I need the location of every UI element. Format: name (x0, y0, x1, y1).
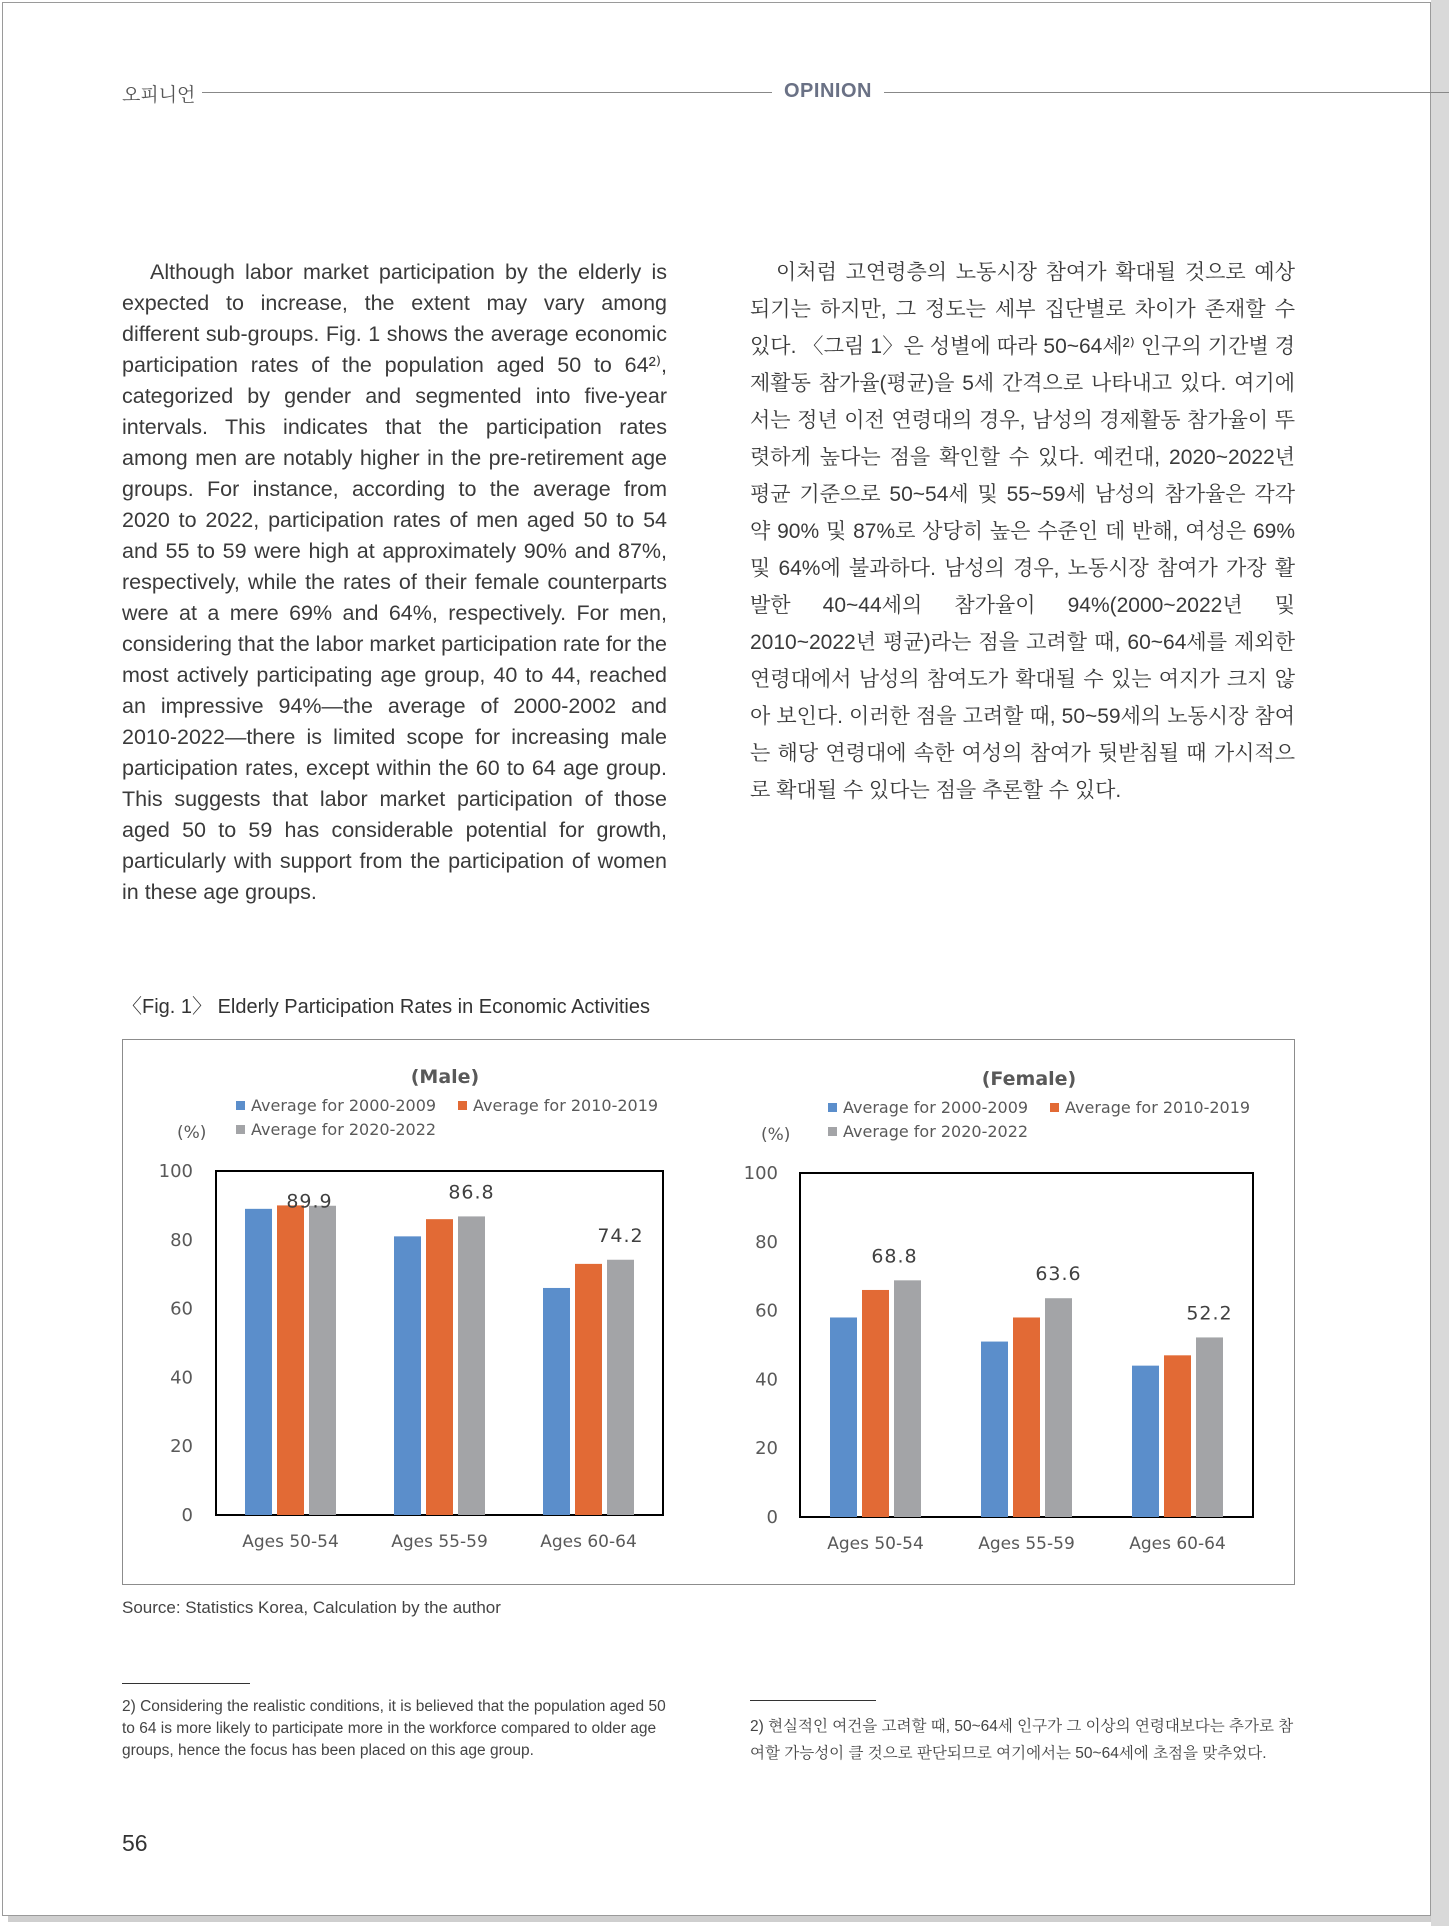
y-tick-label: 60 (170, 1298, 193, 1320)
x-tick-label: Ages 55-59 (391, 1532, 488, 1552)
page-header (122, 78, 1449, 108)
legend-swatch (236, 1101, 245, 1110)
data-label: 74.2 (597, 1224, 644, 1247)
bar (245, 1209, 272, 1515)
bar (1132, 1366, 1159, 1517)
x-tick-label: Ages 50-54 (242, 1532, 339, 1552)
section-label-ko: 오피니언 (122, 85, 196, 106)
y-tick-label: 40 (170, 1367, 193, 1389)
header-rule (884, 92, 1449, 93)
y-axis-unit: (%) (177, 1123, 207, 1143)
section-label-en: OPINION (784, 80, 872, 102)
bar (894, 1280, 921, 1517)
bar (277, 1205, 304, 1515)
legend-label: Average for 2010-2019 (473, 1096, 659, 1115)
data-label: 63.6 (1035, 1263, 1082, 1286)
bar (458, 1216, 485, 1515)
bar (426, 1219, 453, 1515)
bar (309, 1206, 336, 1515)
legend-swatch (458, 1101, 467, 1110)
bar (1164, 1355, 1191, 1517)
legend-label: Average for 2000-2009 (843, 1098, 1029, 1117)
legend-label: Average for 2020-2022 (251, 1120, 437, 1139)
bar (862, 1290, 889, 1517)
figure-box (122, 1039, 1295, 1585)
y-tick-label: 80 (170, 1229, 193, 1251)
bar-charts (123, 1040, 1294, 1584)
y-tick-label: 20 (755, 1438, 778, 1460)
bar (981, 1342, 1008, 1517)
bar (575, 1264, 602, 1515)
x-tick-label: Ages 60-64 (540, 1532, 637, 1552)
body-text-english: Although labor market participation by the elderly is expected to increase, the extent may vary among different sub-groups. Fig. 1 shows the average economic participation rates of the population aged 50 to 64²⁾, categorized by gender and segmented into five-year intervals. This indicates that the participation rates among men are notably higher in the pre-retirement age groups. For instance, according to the average from 2020 to 2022, participation rates of men aged 50 to 54 and 55 to 59 were high at approximately 90% and 87%, respectively, while the rates of their female counterparts were at a mere 69% and 64%, respectively. For men, considering that the labor market participation rate for the most actively participating age group, 40 to 44, reached an impressive 94%—the average of 2000-2002 and 2010-2022—there is limited scope for increasing male participation rates, except within the 60 to 64 age group. This suggests that labor market participation of those aged 50 to 59 has considerable potential for growth, particularly with support from the participation of women in these age groups. (122, 260, 667, 904)
bar (830, 1317, 857, 1517)
legend-swatch (828, 1127, 837, 1136)
y-tick-label: 100 (158, 1161, 193, 1182)
legend-swatch (236, 1125, 245, 1134)
y-tick-label: 100 (743, 1163, 778, 1184)
y-tick-label: 0 (766, 1507, 778, 1528)
y-axis-unit: (%) (761, 1125, 791, 1145)
legend-label: Average for 2000-2009 (251, 1096, 437, 1115)
legend-swatch (1050, 1103, 1059, 1112)
footnote-english: 2) Considering the realistic conditions, it is believed that the population aged 50 to 64 is more likely to participate more in the workforce compared to older age groups, hence the focus has been placed on this age group. (122, 1698, 666, 1759)
figure-source: Source: Statistics Korea, Calculation by the author (122, 1598, 501, 1617)
page-edge (1431, 0, 1449, 1926)
y-tick-label: 80 (755, 1231, 778, 1253)
y-tick-label: 0 (181, 1505, 193, 1526)
legend-swatch (828, 1103, 837, 1112)
footnote-rule (122, 1683, 250, 1684)
x-tick-label: Ages 60-64 (1129, 1534, 1226, 1554)
y-tick-label: 60 (755, 1300, 778, 1322)
bar (1196, 1337, 1223, 1517)
x-tick-label: Ages 55-59 (978, 1534, 1075, 1554)
header-rule (202, 92, 772, 93)
body-text-korean: 이처럼 고연령층의 노동시장 참여가 확대될 것으로 예상되기는 하지만, 그 정도는 세부 집단별로 차이가 존재할 수 있다. 〈그림 1〉은 성별에 따라 50~64세²⁾ 인구의 기간별 경제활동 참가율(평균)을 5세 간격으로 나타내고 있다. 여기에서는 정년 이전 연령대의 경우, 남성의 경제활동 참가율이 뚜렷하게 높다는 점을 확인할 수 있다. 예컨대, 2020~2022년 평균 기준으로 50~54세 및 55~59세 남성의 참가율은 각각 약 90% 및 87%로 상당히 높은 수준인 데 반해, 여성은 69% 및 64%에 불과하다. 남성의 경우, 노동시장 참여가 가장 활발한 40~44세의 참가율이 94%(2000~2022년 및 2010~2022년 평균)라는 점을 고려할 때, 60~64세를 제외한 연령대에서 남성의 참여도가 확대될 수 있는 여지가 크지 않아 보인다. 이러한 점을 고려할 때, 50~59세의 노동시장 참여는 해당 연령대에 속한 여성의 참여가 뒷받침될 때 가시적으로 확대될 수 있다는 점을 추론할 수 있다. (750, 261, 1295, 802)
bar (1045, 1298, 1072, 1517)
footnote-korean: 2) 현실적인 여건을 고려할 때, 50~64세 인구가 그 이상의 연령대보다는 추가로 참여할 가능성이 클 것으로 판단되므로 여기에서는 50~64세에 초점을 맞추었다. (750, 1718, 1294, 1762)
bar (543, 1288, 570, 1515)
chart-title: (Male) (410, 1066, 480, 1088)
data-label: 68.8 (871, 1245, 918, 1268)
figure-title: 〈Fig. 1〉 Elderly Participation Rates in Economic Activities (122, 996, 650, 1018)
page-number: 56 (122, 1830, 148, 1856)
y-tick-label: 40 (755, 1369, 778, 1391)
legend-label: Average for 2010-2019 (1065, 1098, 1251, 1117)
chart-title: (Female) (981, 1068, 1077, 1090)
x-tick-label: Ages 50-54 (827, 1534, 924, 1554)
legend-label: Average for 2020-2022 (843, 1122, 1029, 1141)
data-label: 52.2 (1186, 1302, 1233, 1325)
bar (394, 1236, 421, 1515)
data-label: 89.9 (286, 1190, 333, 1213)
bar (1013, 1317, 1040, 1517)
data-label: 86.8 (448, 1181, 495, 1204)
bar (607, 1260, 634, 1515)
footnote-rule (750, 1700, 876, 1701)
y-tick-label: 20 (170, 1436, 193, 1458)
